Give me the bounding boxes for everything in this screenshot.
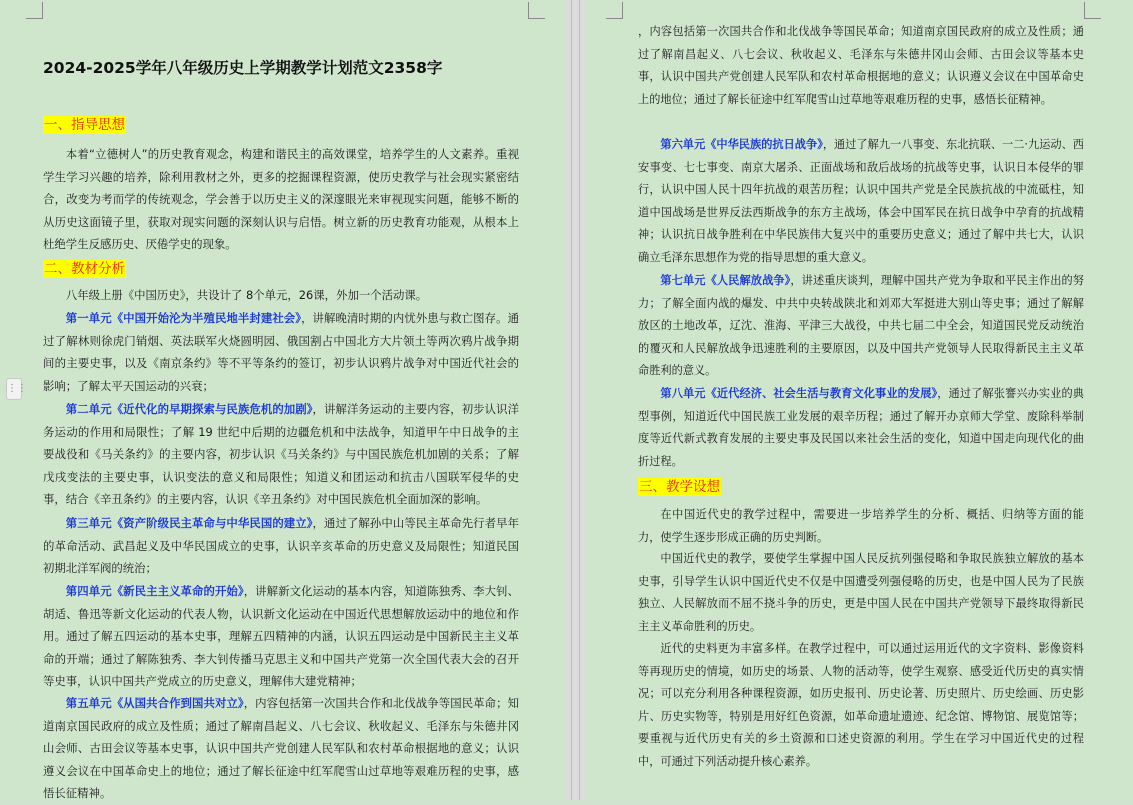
unit-paragraph: [43, 580, 519, 693]
unit-title: 第一单元《中国开始沦为半殖民地半封建社会》: [65, 311, 302, 325]
unit-paragraph: [638, 134, 1084, 270]
unit-paragraph: [638, 270, 1084, 383]
page-corner-mark: [606, 2, 623, 19]
page-gutter: [566, 0, 586, 800]
paragraph: 近代的史料更为丰富多样。在教学过程中，可以通过运用近代的文字资料、影像资料等再现历史的情境，如历史的场景、人物的活动等，使学生观察、感受近代历史的真实情况；可以充分利用各种课程资源，如历史报刊、历史论著、历史照片、历史绘画、历史影片、历史实物等，特别是用好红色资源，如革命遗址遗迹、纪念馆、博物馆、展览馆等；要重视与近代历史有关的乡土资源和口述史资源的利用。学生在学习中国近代史的过程中，可通过下列活动提升核心素养。: [638, 642, 1084, 768]
section-heading-teaching-ideas: 三、教学设想: [639, 479, 720, 495]
unit-text: ，讲述重庆谈判，理解中国共产党为争取和平民主作出的努力；了解全面内战的爆发、中共中央转战陕北和刘邓大军挺进大别山等史事；通过了解解放区的土地改革，辽沈、淮海、平津三大战役，中共七届二中全会，知道国民党反动统治的覆灭和人民解放战争迅速胜利的主要原因，以及中国共产党领导人民取得新民主主义革命胜利的意义。: [638, 274, 1084, 378]
unit-title: 第四单元《新民主主义革命的开始》: [65, 584, 244, 598]
grip-dots-icon: ⋮⋮: [7, 383, 27, 394]
paragraph: 在中国近代史的教学过程中，需要进一步培养学生的分析、概括、归纳等方面的能力，使学生逐步形成正确的历史判断。: [638, 508, 1084, 544]
unit-title: 第三单元《资产阶级民主革命与中华民国的建立》: [65, 516, 313, 530]
unit-text: ，通过了解张謇兴办实业的典型事例，知道近代中国民族工业发展的艰辛历程；通过了解开办京师大学堂、废除科举制度等近代新式教育发展的主要史事及民国以来社会生活的变化，知道中国走向现代化的曲折过程。: [638, 387, 1084, 468]
unit-text: ，内容包括第一次国共合作和北伐战争等国民革命；知道南京国民政府的成立及性质；通过了解南昌起义、八七会议、秋收起义、毛泽东与朱德井冈山会师、古田会议等基本史事，认识中国共产党创建人民军队和农村革命根据地的意义；认识遵义会议在中国革命史上的地位；通过了解长征途中红军爬雪山过草地等艰难历程的史事，感悟长征精神。: [43, 696, 519, 801]
unit-text: ，通过了解九一八事变、东北抗联、一二·九运动、西安事变、七七事变、南京大屠杀、正面战场和敌后战场的抗战等史事，认识日本侵华的罪行，认识中国人民十四年抗战的艰苦历程；认识中国共产党是全民族抗战的中流砥柱，知道中国战场是世界反法西斯战争的东方主战场，体会中国军民在抗日战争中孕育的抗战精神；认识抗日战争胜利在中华民族伟大复兴中的重要历史意义；通过了解中共七大，认识确立毛泽东思想作为党的指导思想的重大意义。: [638, 138, 1084, 264]
paragraph: 八年级上册《中国历史》，共设计了 8个单元，26课，外加一个活动课。: [65, 288, 428, 302]
drag-handle[interactable]: [6, 378, 27, 400]
unit-text: ，通过了解孙中山等民主革命先行者早年的革命活动、武昌起义及中华民国成立的史事，认识辛亥革命的历史意义及局限性；知道民国初期北洋军阀的统治；: [43, 516, 519, 576]
document-page-left: [0, 0, 566, 800]
unit-paragraph-continued: [638, 25, 1084, 133]
unit-paragraph: [43, 398, 519, 511]
page-corner-mark: [1084, 2, 1101, 19]
unit-title: 第二单元《近代化的早期探索与民族危机的加剧》: [65, 402, 313, 416]
unit-text-continued: ，内容包括第一次国共合作和北伐战争等国民革命；知道南京国民政府的成立及性质；通过了解南昌起义、八七会议、秋收起义、毛泽东与朱德井冈山会师、古田会议等基本史事，认识中国共产党创建人民军队和农村革命根据地的意义；认识遵义会议在中国革命史上的地位；通过了解长征途中红军爬雪山过草地等艰难历程的史事，感悟长征精神。: [638, 25, 1084, 106]
unit-paragraph: [638, 383, 1084, 473]
unit-title: 第五单元《从国共合作到国共对立》: [65, 696, 244, 710]
unit-text: ，讲解新文化运动的基本内容，知道陈独秀、李大钊、胡适、鲁迅等新文化运动的代表人物，认识新文化运动在中国近代思想解放运动中的地位和作用。通过了解五四运动的基本史事，理解五四精神的内涵，认识五四运动是中国新民主主义革命的开端；通过了解陈独秀、李大钊传播马克思主义和中国共产党第一次全国代表大会的召开等史事，认识中国共产党成立的历史意义，理解伟大建党精神；: [43, 584, 519, 689]
paragraph: 中国近代史的教学，要使学生掌握中国人民反抗列强侵略和争取民族独立解放的基本史事，引导学生认识中国近代史不仅是中国遭受列强侵略的历史，也是中国人民为了民族独立、人民解放而不屈不挠斗争的历史，更是中国人民在中国共产党领导下最终取得新民主主义革命胜利的历史。: [638, 552, 1084, 633]
unit-title: 第七单元《人民解放战争》: [660, 274, 791, 287]
paragraph: 本着“立德树人”的历史教育观念，构建和谐民主的高效课堂，培养学生的人文素养。重视学生学习兴趣的培养，除利用教材之外，更多的挖掘课程资源，使历史教学与社会现实紧密结合，改变为考而学的传统观念，学会善于以历史主义的深邃眼光来审视现实问题，能够不断的从历史这面镜子里，获取对现实问题的深刻认识与启悟。树立新的历史教育功能观，从根本上杜绝学生反感历史、厌倦学史的现象。: [43, 147, 519, 252]
page-corner-mark: [26, 2, 43, 19]
unit-text: ，讲解晚清时期的内忧外患与救亡图存。通过了解林则徐虎门销烟、英法联军火烧圆明园、俄国割占中国北方大片领土等两次鸦片战争期间的主要史事，以及《南京条约》等不平等条约的签订，初步认识鸦片战争对中国近代社会的影响；了解太平天国运动的兴衰；: [43, 311, 519, 393]
unit-paragraph: [43, 692, 519, 801]
page-title: 2024-2025学年八年级历史上学期教学计划范文2358字: [43, 59, 443, 77]
document-page-right: [586, 0, 1133, 800]
page-corner-mark: [528, 2, 545, 19]
unit-title: 第八单元《近代经济、社会生活与教育文化事业的发展》: [660, 387, 938, 400]
unit-text: ，讲解洋务运动的主要内容，初步认识洋务运动的作用和局限性；了解 19 世纪中后期的边疆危机和中法战争，知道甲午中日战争的主要战役和《马关条约》的主要内容，初步认识《马关条约》与中国民族危机加剧的关系；了解戊戌变法的主要史事，认识变法的意义和局限性；知道义和团运动和抗击八国联军侵华的史事，结合《辛丑条约》的主要内容，认识《辛丑条约》对中国民族危机全面加深的影响。: [43, 402, 519, 507]
unit-paragraph: [43, 512, 519, 580]
unit-title: 第六单元《中华民族的抗日战争》: [660, 138, 823, 151]
unit-paragraph: [43, 307, 519, 397]
section-heading-textbook-analysis: 二、教材分析: [44, 261, 125, 277]
section-heading-guiding-thought: 一、指导思想: [44, 117, 125, 133]
